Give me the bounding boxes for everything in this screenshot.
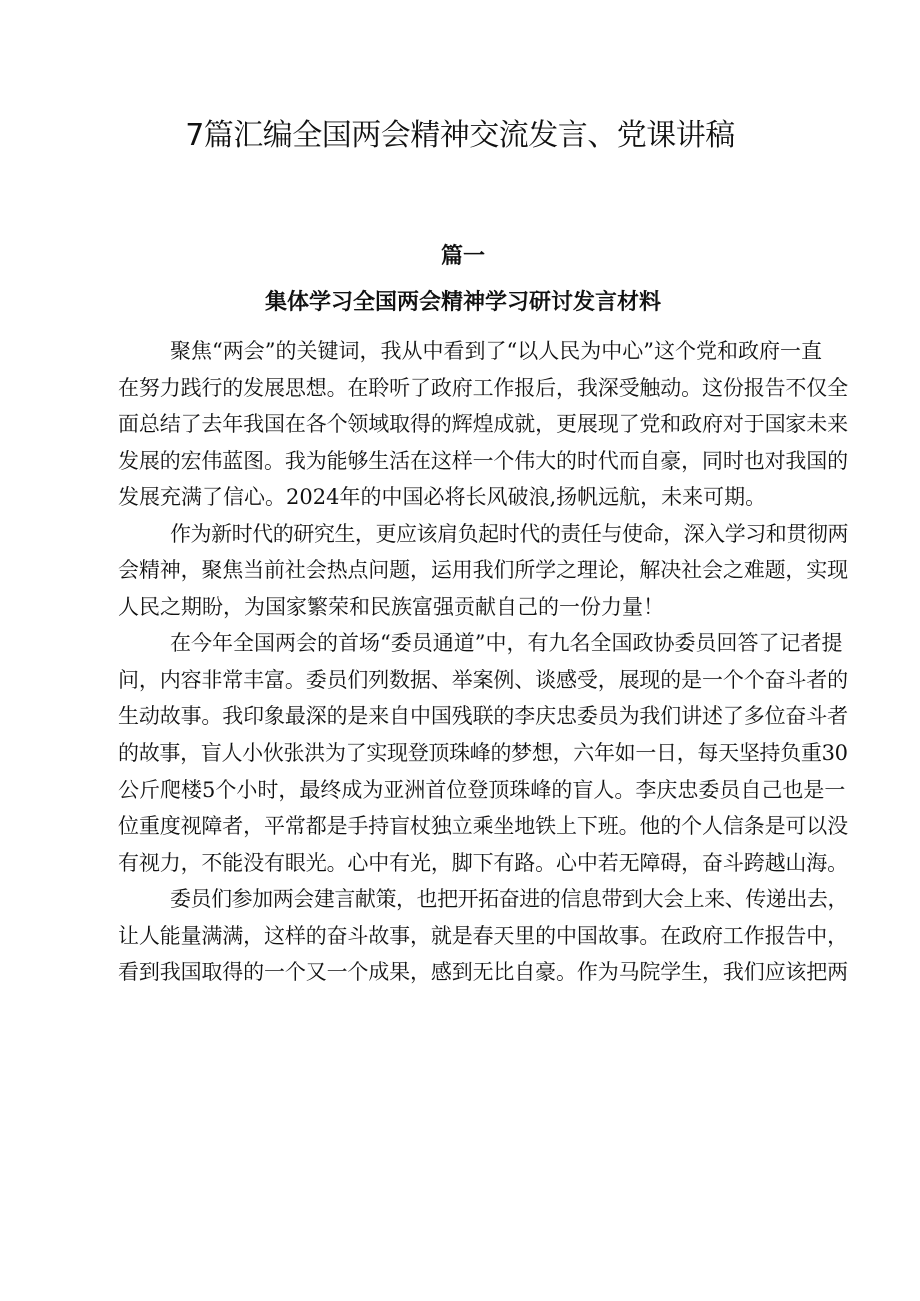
text-line: 发展充满了信心。2024年的中国必将长风破浪,扬帆远航，未来可期。 — [118, 485, 767, 510]
text-line: 作为新时代的研究生，更应该肩负起时代的责任与使命，深入学习和贯彻两 — [170, 521, 848, 546]
text-line: 在努力践行的发展思想。在聆听了政府工作报后，我深受触动。这份报告不仅全 — [118, 375, 848, 400]
text-line: 委员们参加两会建言献策，也把开拓奋进的信息带到大会上来、传递出去， — [170, 887, 848, 912]
text-line: 公斤爬楼5个小时，最终成为亚洲首位登顶珠峰的盲人。李庆忠委员自己也是一 — [118, 777, 846, 802]
text-line: 看到我国取得的一个又一个成果，感到无比自豪。作为马院学生，我们应该把两 — [118, 960, 848, 985]
text-line: 位重度视障者，平常都是手持盲杖独立乘坐地铁上下班。他的个人信条是可以没 — [118, 814, 848, 839]
paragraph — [76, 333, 848, 516]
text-line: 的故事，盲人小伙张洪为了实现登顶珠峰的梦想，六年如一日，每天坚持负重30 — [118, 741, 848, 766]
text-line: 人民之期盼，为国家繁荣和民族富强贡献自己的一份力量！ — [118, 594, 664, 619]
text-line: 让人能量满满，这样的奋斗故事，就是春天里的中国故事。在政府工作报告中， — [118, 923, 848, 948]
text-line: 问，内容非常丰富。委员们列数据、举案例、谈感受，展现的是一个个奋斗者的 — [118, 667, 848, 692]
text-line: 在今年全国两会的首场“委员通道”中，有九名全国政协委员回答了记者提 — [170, 631, 843, 656]
paragraph — [76, 625, 848, 881]
text-line: 发展的宏伟蓝图。我为能够生活在这样一个伟大的时代而自豪，同时也对我国的 — [118, 448, 848, 473]
text-line: 面总结了去年我国在各个领域取得的辉煌成就，更展现了党和政府对于国家未来 — [118, 412, 848, 437]
section-heading: 集体学习全国两会精神学习研讨发言材料 — [264, 290, 661, 315]
section-label: 篇一 — [440, 244, 485, 269]
document-title: 7篇汇编全国两会精神交流发言、党课讲稿 — [185, 118, 735, 153]
text-line: 聚焦“两会”的关键词，我从中看到了“以人民为中心”这个党和政府一直 — [170, 339, 822, 363]
body-text — [76, 333, 848, 991]
paragraph — [76, 516, 848, 626]
text-line: 生动故事。我印象最深的是来自中国残联的李庆忠委员为我们讲述了多位奋斗者 — [118, 704, 848, 729]
text-line: 会精神，聚焦当前社会热点问题，运用我们所学之理论，解决社会之难题，实现 — [118, 558, 848, 583]
text-line: 有视力，不能没有眼光。心中有光，脚下有路。心中若无障碍，奋斗跨越山海。 — [118, 850, 848, 875]
paragraph — [76, 881, 848, 991]
